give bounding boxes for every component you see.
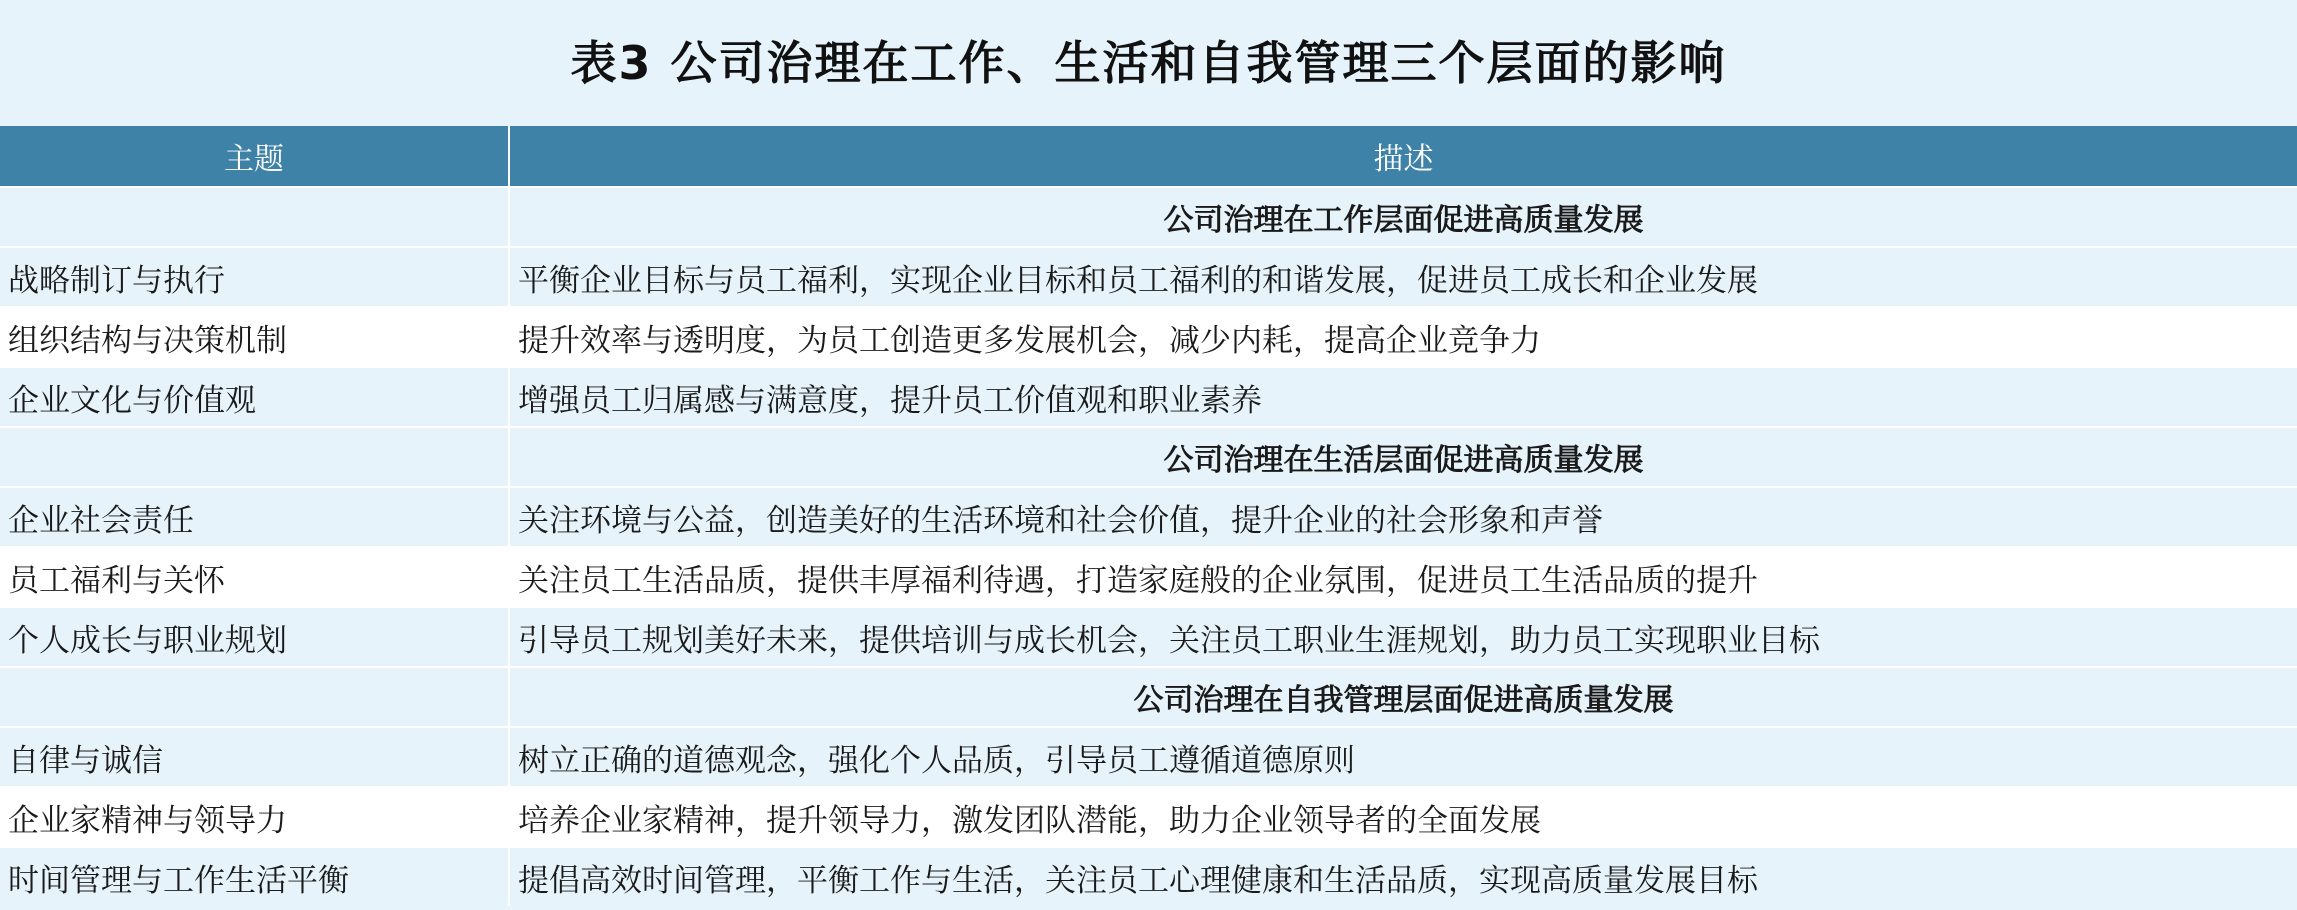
table-row: [0, 727, 2297, 787]
table-row: [0, 847, 2297, 906]
row-description: 树立正确的道德观念，强化个人品质，引导员工遵循道德原则: [509, 727, 2297, 787]
header-row: [0, 126, 2297, 187]
table-row: [0, 247, 2297, 307]
row-description: 平衡企业目标与员工福利，实现企业目标和员工福利的和谐发展，促进员工成长和企业发展: [509, 247, 2297, 307]
section-heading-row: [0, 187, 2297, 247]
row-topic: 自律与诚信: [0, 727, 509, 787]
table-row: [0, 307, 2297, 367]
table-row: [0, 547, 2297, 607]
row-topic: 时间管理与工作生活平衡: [0, 847, 509, 906]
table-title: 表3 公司治理在工作、生活和自我管理三个层面的影响: [0, 0, 2297, 126]
section-heading: 公司治理在工作层面促进高质量发展: [509, 187, 2297, 247]
row-topic: 企业家精神与领导力: [0, 787, 509, 847]
governance-table: [0, 126, 2297, 906]
table-row: [0, 607, 2297, 667]
row-description: 关注员工生活品质，提供丰厚福利待遇，打造家庭般的企业氛围，促进员工生活品质的提升: [509, 547, 2297, 607]
section-heading: 公司治理在自我管理层面促进高质量发展: [509, 667, 2297, 727]
table-row: [0, 367, 2297, 427]
row-description: 提升效率与透明度，为员工创造更多发展机会，减少内耗，提高企业竞争力: [509, 307, 2297, 367]
row-description: 增强员工归属感与满意度，提升员工价值观和职业素养: [509, 367, 2297, 427]
row-topic: 企业文化与价值观: [0, 367, 509, 427]
row-topic: 员工福利与关怀: [0, 547, 509, 607]
row-topic: 个人成长与职业规划: [0, 607, 509, 667]
row-topic: 企业社会责任: [0, 487, 509, 547]
row-topic: 战略制订与执行: [0, 247, 509, 307]
row-description: 提倡高效时间管理，平衡工作与生活，关注员工心理健康和生活品质，实现高质量发展目标: [509, 847, 2297, 906]
column-header-topic: 主题: [0, 126, 509, 187]
row-description: 关注环境与公益，创造美好的生活环境和社会价值，提升企业的社会形象和声誉: [509, 487, 2297, 547]
section-heading-row: [0, 667, 2297, 727]
column-header-description: 描述: [509, 126, 2297, 187]
row-description: 培养企业家精神，提升领导力，激发团队潜能，助力企业领导者的全面发展: [509, 787, 2297, 847]
table-row: [0, 787, 2297, 847]
section-heading: 公司治理在生活层面促进高质量发展: [509, 427, 2297, 487]
row-topic: 组织结构与决策机制: [0, 307, 509, 367]
row-description: 引导员工规划美好未来，提供培训与成长机会，关注员工职业生涯规划，助力员工实现职业目标: [509, 607, 2297, 667]
table-row: [0, 487, 2297, 547]
section-heading-row: [0, 427, 2297, 487]
